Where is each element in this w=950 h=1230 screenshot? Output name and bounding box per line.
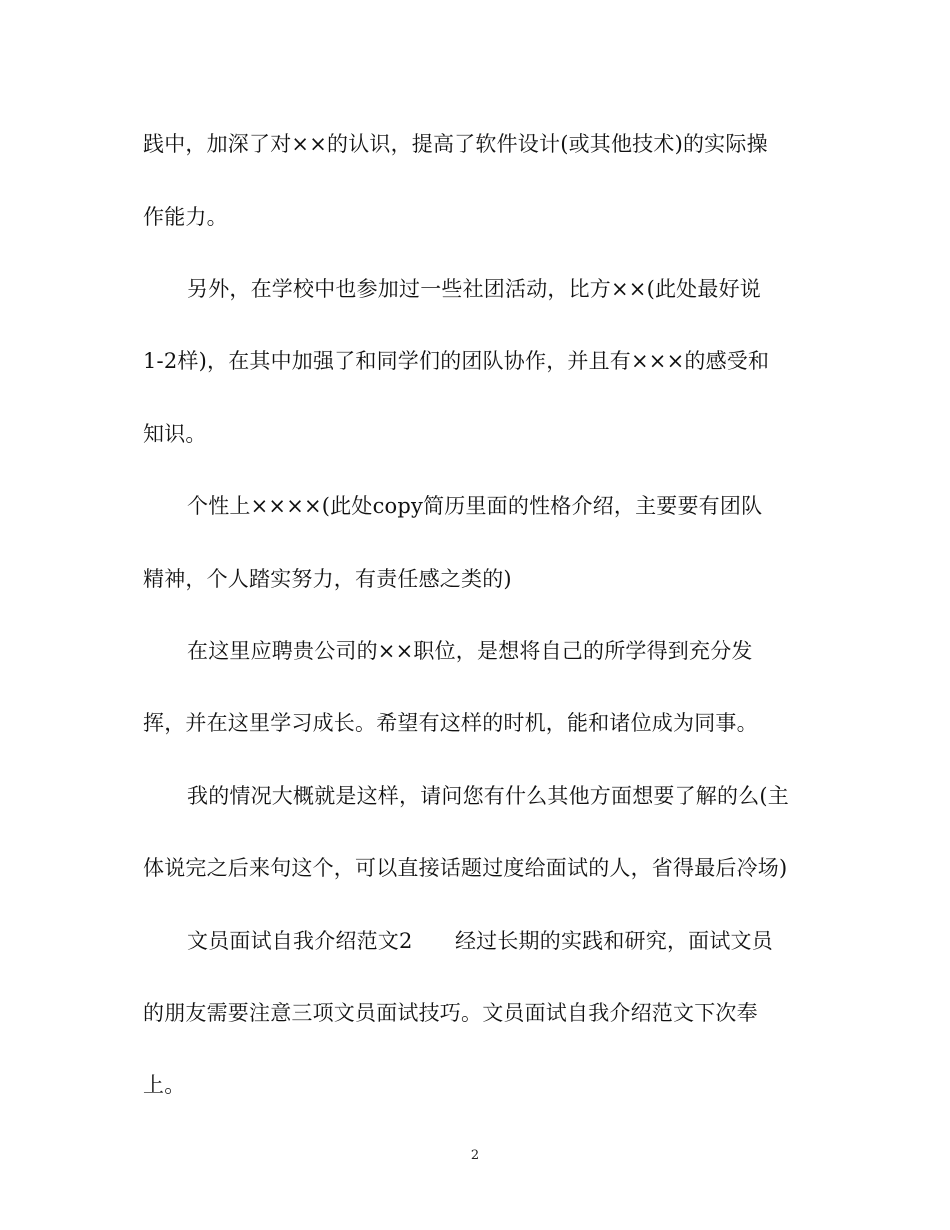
text-line-9: 挥，并在这里学习成长。希望有这样的时机，能和诸位成为同事。 [143,711,758,735]
text-line-7: 精神，个人踏实努力，有责任感之类的) [143,567,512,591]
text-line-6: 个性上××××(此处copy简历里面的性格介绍，主要要有团队 [187,494,763,518]
text-line-1: 践中，加深了对××的认识，提高了软件设计(或其他技术)的实际操 [143,132,768,156]
text-line-3: 另外，在学校中也参加过一些社团活动，比方××(此处最好说 [187,277,761,301]
text-line-2: 作能力。 [143,205,228,229]
text-line-10: 我的情况大概就是这样，请问您有什么其他方面想要了解的么(主 [187,784,789,808]
text-line-13: 的朋友需要注意三项文员面试技巧。文员面试自我介绍范文下次奉 [143,1001,758,1025]
text-line-5: 知识。 [143,422,207,446]
text-line-4: 1-2样)，在其中加强了和同学们的团队协作，并且有×××的感受和 [143,349,770,373]
page-number: 2 [470,1148,480,1163]
text-line-8: 在这里应聘贵公司的××职位，是想将自己的所学得到充分发 [187,639,753,663]
text-line-12: 文员面试自我介绍范文2 经过长期的实践和研究，面试文员 [187,929,773,953]
text-line-14: 上。 [143,1073,186,1097]
text-line-11: 体说完之后来句这个，可以直接话题过度给面试的人，省得最后冷场) [143,856,788,880]
